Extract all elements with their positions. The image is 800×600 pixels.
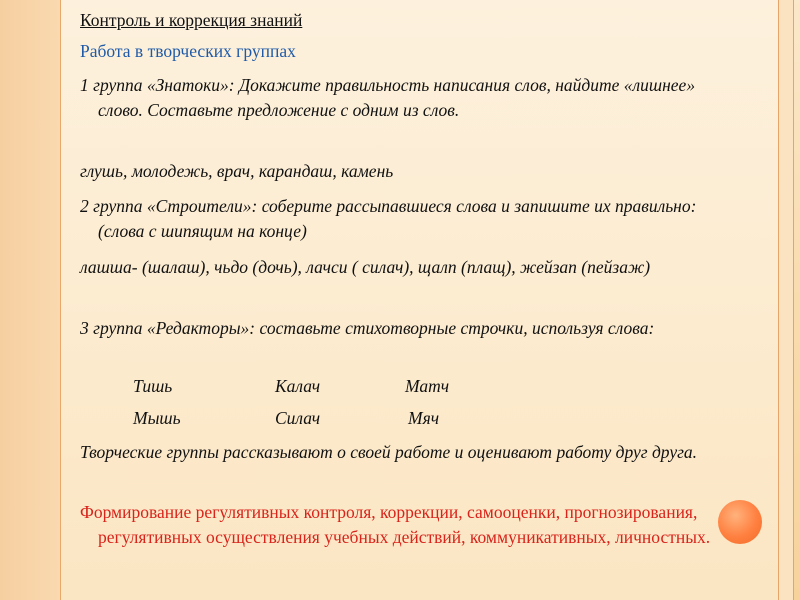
right-decor-edge bbox=[778, 0, 794, 600]
group2-words: лашша- (шалаш), чьдо (дочь), лачси ( силач), щалп (плащ), жейзап (пейзаж) bbox=[80, 257, 651, 277]
group1-words: глушь, молодежь, врач, карандаш, камень bbox=[80, 161, 394, 181]
word-silach: Силач bbox=[275, 408, 321, 428]
slide-subtitle: Работа в творческих группах bbox=[80, 41, 296, 61]
group3-task: 3 группа «Редакторы»: составьте стихотворные строчки, используя слова: bbox=[80, 318, 655, 338]
word-match: Матч bbox=[405, 376, 450, 396]
group2-task: 2 группа «Строители»: соберите рассыпавшиеся слова и запишите их правильно: (слова с шипящим на конце) bbox=[80, 196, 697, 241]
goal-text: Формирование регулятивных контроля, коррекции, самооценки, прогнозирования, регулятивных осуществления учебных действий, коммуникативных, личностных. bbox=[80, 502, 711, 547]
left-decor-band bbox=[0, 0, 60, 600]
group1-task: 1 группа «Знатоки»: Докажите правильность написания слов, найдите «лишнее» слово. Составьте предложение с одним из слов. bbox=[80, 75, 696, 120]
word-kalach: Калач bbox=[275, 376, 321, 396]
word-myach: Мяч bbox=[408, 408, 440, 428]
word-mysh: Мышь bbox=[133, 408, 181, 428]
word-tish: Тишь bbox=[133, 376, 173, 396]
slide-title: Контроль и коррекция знаний bbox=[80, 10, 303, 30]
conclusion-text: Творческие группы рассказывают о своей работе и оценивают работу друг друга. bbox=[80, 442, 698, 462]
